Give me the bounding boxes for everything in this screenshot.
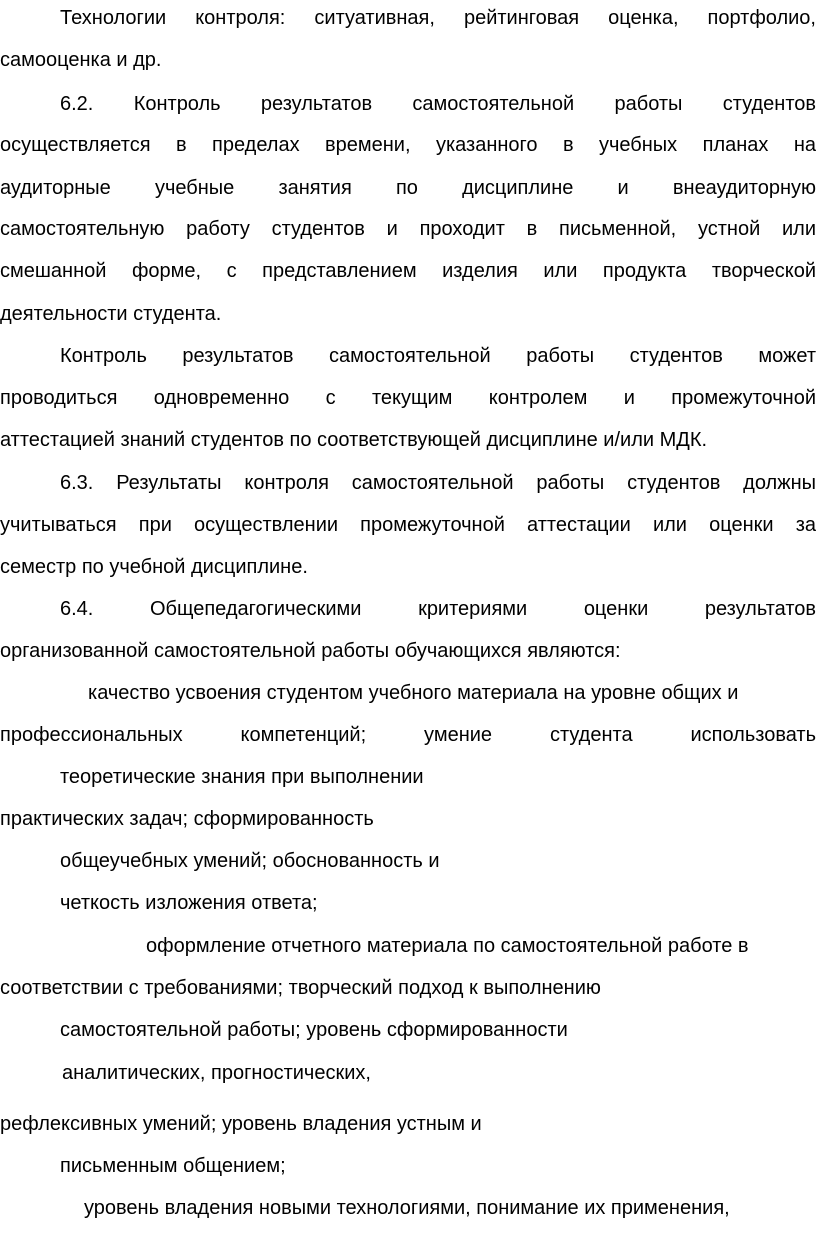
criteria-line: практических задач; сформированность — [0, 808, 374, 830]
criteria-line: аналитических, прогностических, — [62, 1062, 371, 1084]
paragraph-6-3-line: 6.3. Результаты контроля самостоятельной работы студентов должны — [60, 472, 816, 494]
text-line: аудиторные учебные занятия по дисциплине и внеаудиторную — [0, 177, 816, 199]
text-line: деятельности студента. — [0, 303, 222, 325]
criteria-line: уровень владения новыми технологиями, понимание их применения, — [84, 1197, 730, 1219]
text-line: проводиться одновременно с текущим контролем и промежуточной — [0, 387, 816, 409]
text-line: Контроль результатов самостоятельной работы студентов может — [60, 345, 816, 367]
criteria-line: рефлексивных умений; уровень владения устным и — [0, 1113, 482, 1135]
criteria-line: самостоятельной работы; уровень сформированности — [60, 1019, 568, 1041]
criteria-line: общеучебных умений; обоснованность и — [60, 850, 440, 872]
criteria-line: теоретические знания при выполнении — [60, 766, 424, 788]
text-line: Технологии контроля: ситуативная, рейтинговая оценка, портфолио, — [60, 7, 816, 29]
paragraph-6-2-line: 6.2. Контроль результатов самостоятельной работы студентов — [60, 93, 816, 115]
paragraph-6-4-line: 6.4. Общепедагогическими критериями оценки результатов — [60, 598, 816, 620]
text-line: семестр по учебной дисциплине. — [0, 556, 308, 578]
text-line: осуществляется в пределах времени, указанного в учебных планах на — [0, 134, 816, 156]
criteria-line: качество усвоения студентом учебного материала на уровне общих и — [88, 682, 739, 704]
text-line: учитываться при осуществлении промежуточной аттестации или оценки за — [0, 514, 816, 536]
criteria-line: письменным общением; — [60, 1155, 286, 1177]
criteria-line: профессиональных компетенций; умение студента использовать — [0, 724, 816, 746]
text-line: самостоятельную работу студентов и проходит в письменной, устной или — [0, 218, 816, 240]
text-line: самооценка и др. — [0, 49, 162, 71]
text-line: аттестацией знаний студентов по соответствующей дисциплине и/или МДК. — [0, 429, 708, 451]
criteria-line: четкость изложения ответа; — [60, 892, 318, 914]
criteria-line: оформление отчетного материала по самостоятельной работе в — [146, 935, 749, 957]
criteria-line: соответствии с требованиями; творческий подход к выполнению — [0, 977, 601, 999]
text-line: смешанной форме, с представлением изделия или продукта творческой — [0, 260, 816, 282]
text-line: организованной самостоятельной работы обучающихся являются: — [0, 640, 621, 662]
